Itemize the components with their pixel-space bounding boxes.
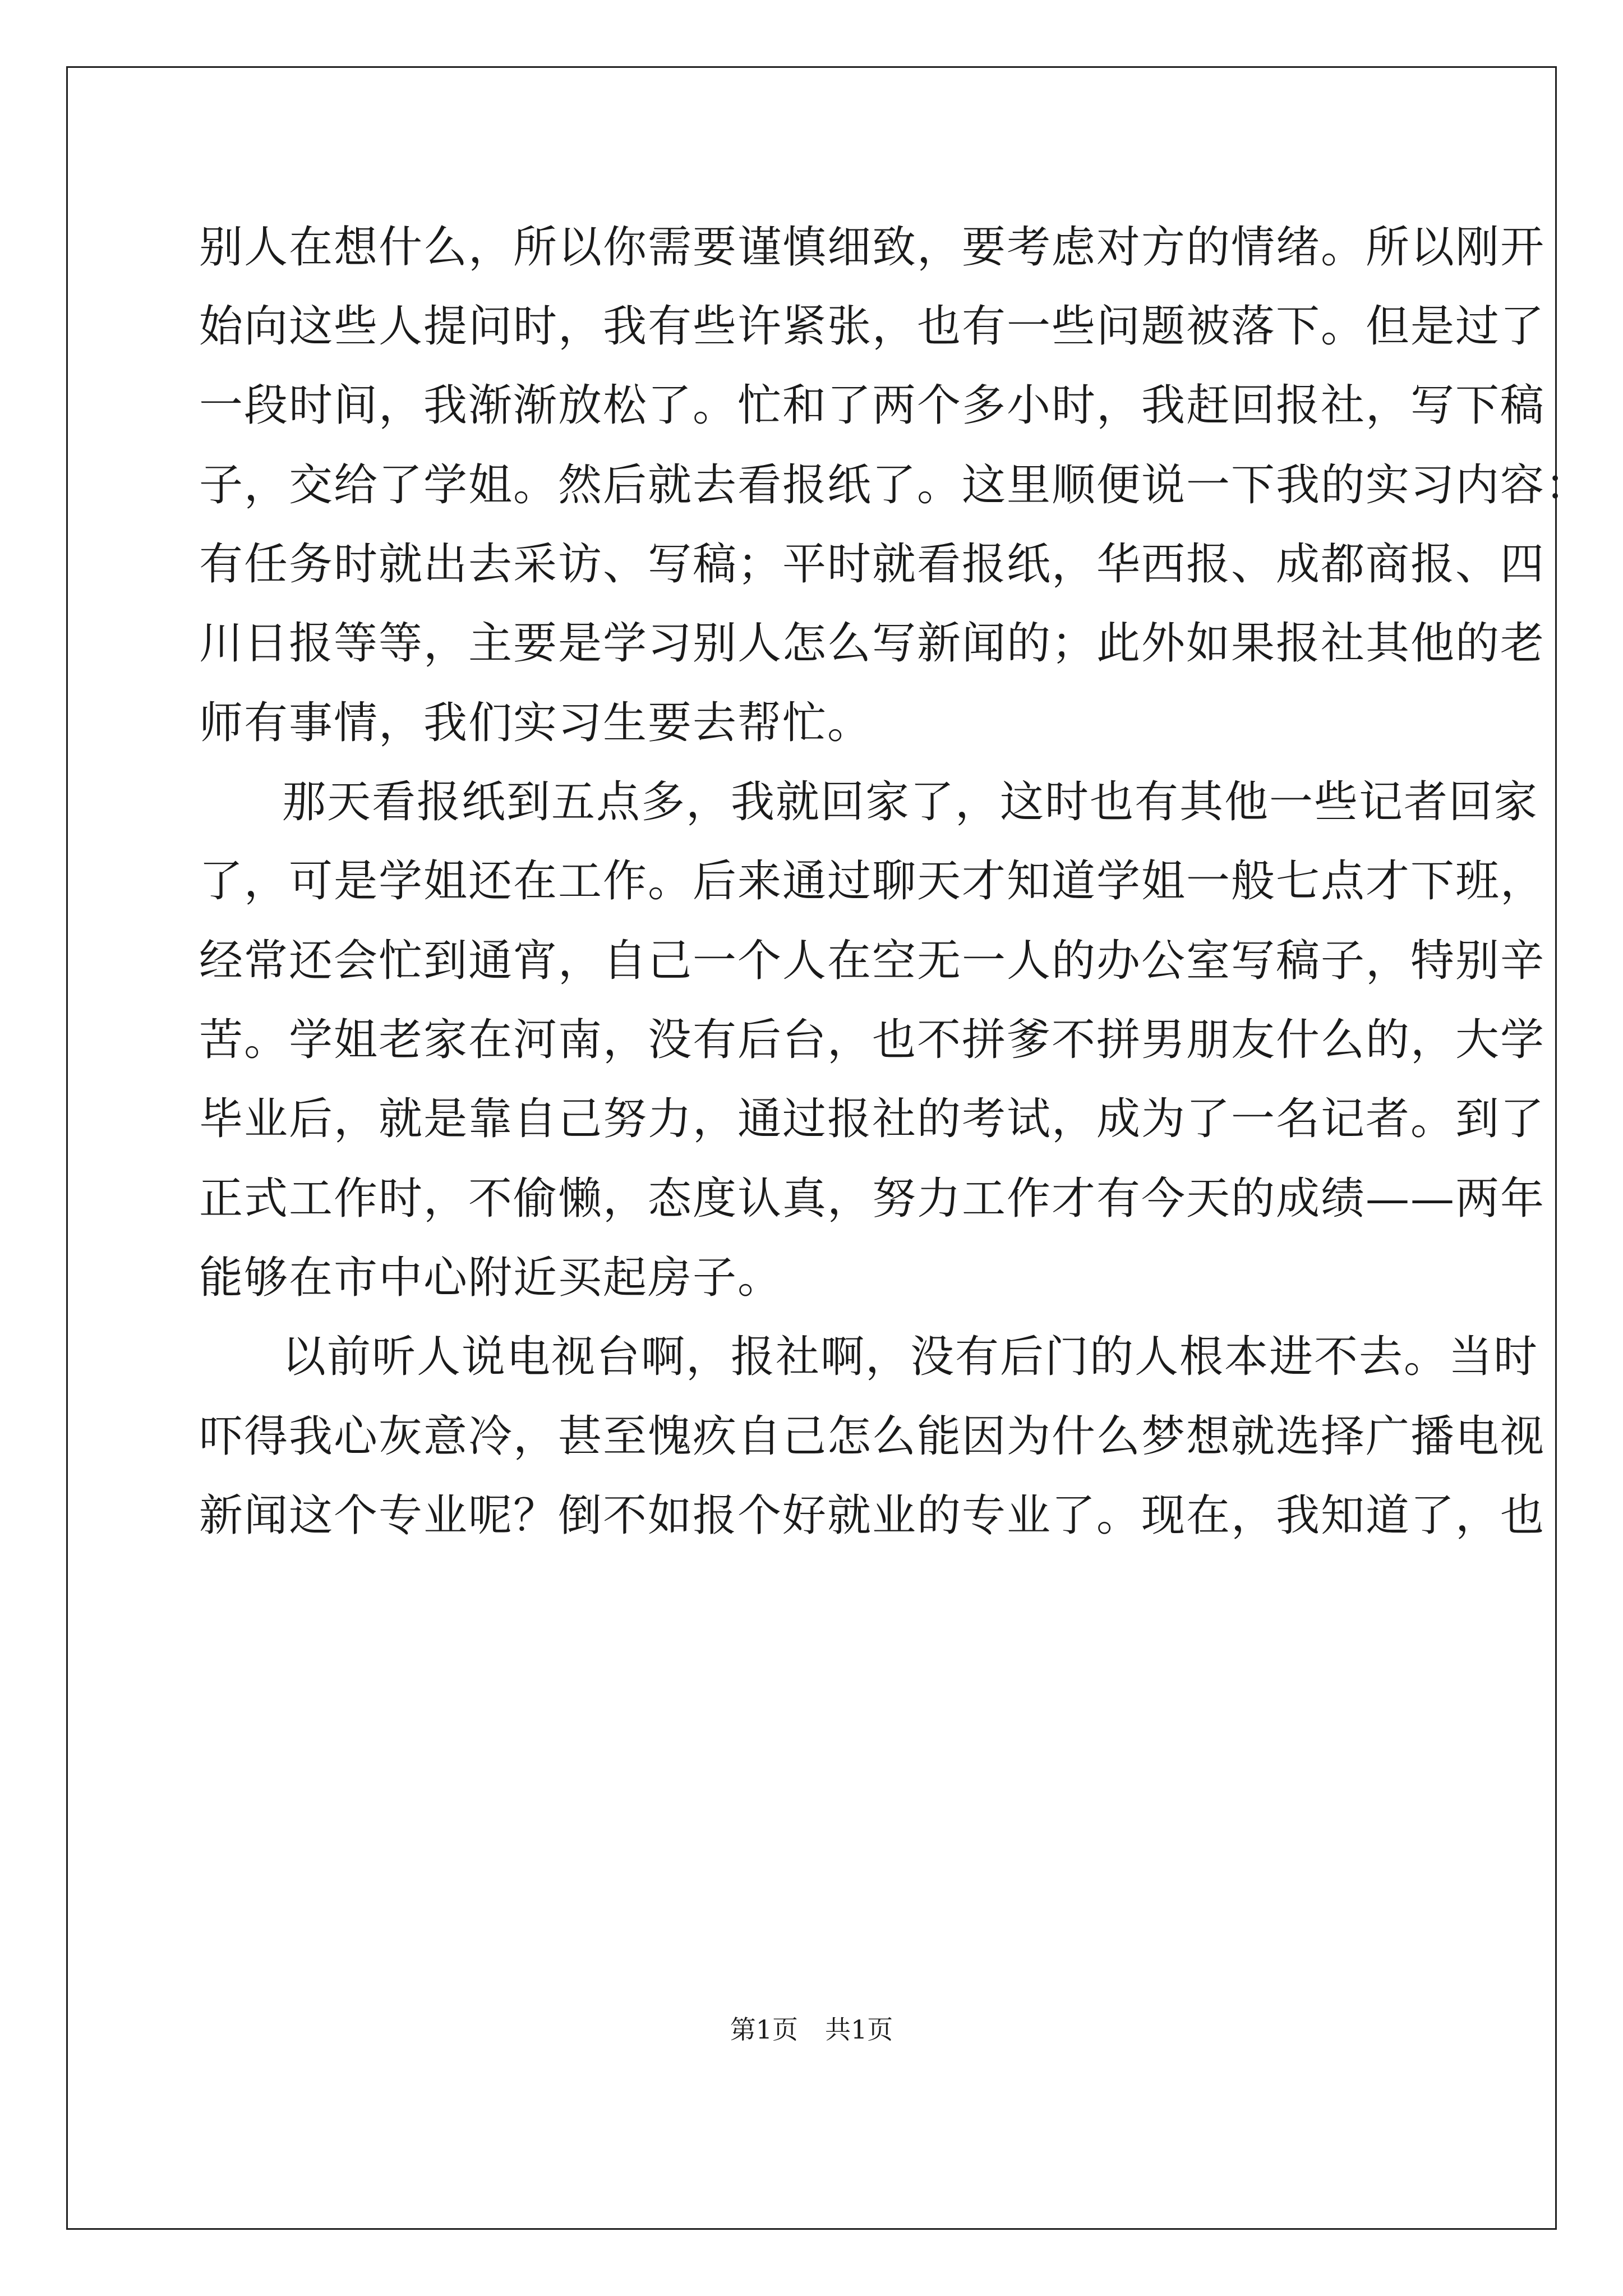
page-total: 共1页 [825,2014,893,2045]
text-line: 一段时间，我渐渐放松了。忙和了两个多小时，我赶回报社，写下稿 [199,380,1546,431]
text-line: 毕业后，就是靠自己努力，通过报社的考试，成为了一名记者。到了 [199,1094,1546,1144]
text-line: 了，可是学姐还在工作。后来通过聊天才知道学姐一般七点才下班， [199,856,1546,907]
text-line: 子，交给了学姐。然后就去看报纸了。这里顺便说一下我的实习内容： [199,460,1590,510]
text-line: 经常还会忙到通宵，自己一个人在空无一人的办公室写稿子，特别辛 [199,936,1546,986]
text-line: 川日报等等，主要是学习别人怎么写新闻的；此外如果报社其他的老 [199,618,1546,669]
text-line: 吓得我心灰意冷，甚至愧疚自己怎么能因为什么梦想就选择广播电视 [199,1411,1546,1462]
page-number: 第1页 [730,2014,798,2045]
text-line: 别人在想什么，所以你需要谨慎细致，要考虑对方的情绪。所以刚开 [199,222,1546,273]
text-line: 正式工作时，不偷懒，态度认真，努力工作才有今天的成绩——两年 [199,1174,1546,1224]
paragraph-start-line: 那天看报纸到五点多，我就回家了，这时也有其他一些记者回家 [282,777,1539,827]
text-line: 有任务时就出去采访、写稿；平时就看报纸，华西报、成都商报、四 [199,539,1546,590]
text-line: 苦。学姐老家在河南，没有后台，也不拼爹不拼男朋友什么的，大学 [199,1015,1546,1065]
text-line: 始向这些人提问时，我有些许紧张，也有一些问题被落下。但是过了 [199,301,1546,352]
text-line: 新闻这个专业呢？倒不如报个好就业的专业了。现在，我知道了，也 [199,1490,1546,1541]
text-line: 能够在市中心附近买起房子。 [199,1253,783,1303]
text-line: 师有事情，我们实习生要去帮忙。 [199,698,873,748]
paragraph-start-line: 以前听人说电视台啊，报社啊，没有后门的人根本进不去。当时 [282,1332,1539,1382]
page-footer [0,2013,1623,2046]
